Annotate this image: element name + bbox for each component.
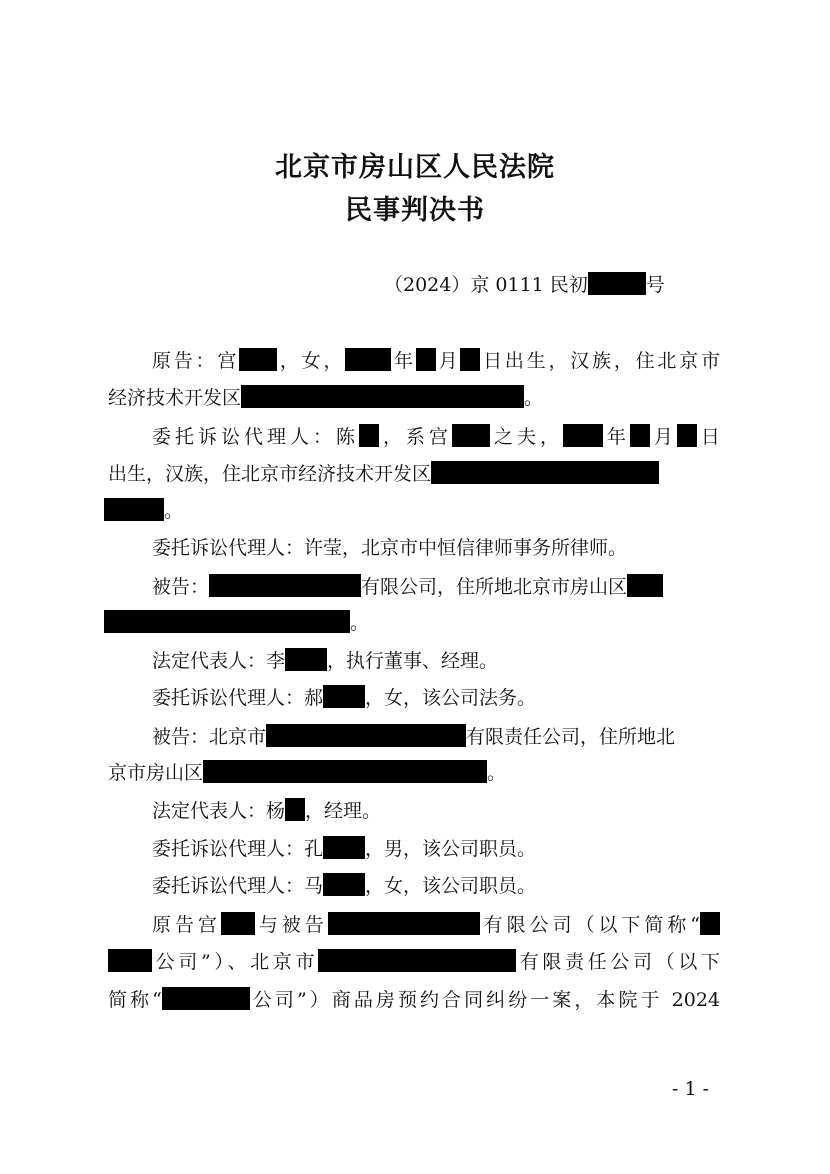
text-line: 出生，汉族，住北京市经济技术开发区 <box>108 461 659 487</box>
redaction <box>285 648 327 671</box>
case-number-prefix: （2024）京 0111 民初 <box>384 274 588 296</box>
redaction <box>416 348 436 371</box>
text-line: 。 <box>104 498 183 524</box>
redaction <box>221 912 255 935</box>
page-number: - 1 - <box>672 1078 710 1100</box>
redaction <box>239 348 277 371</box>
redaction <box>285 798 305 821</box>
redaction <box>431 461 659 484</box>
text-line: 被告：北京市 有限责任公司，住所地北 <box>152 726 676 748</box>
text-line: 。 <box>104 610 369 636</box>
redaction <box>266 724 466 747</box>
text-line: 委托诉讼代理人：许莹，北京市中恒信律师事务所律师。 <box>152 537 628 559</box>
redaction <box>104 498 164 521</box>
redaction <box>700 912 720 935</box>
redaction <box>359 424 379 447</box>
redaction <box>452 424 490 447</box>
redaction <box>627 574 663 597</box>
text-line: 被告： 有限公司，住所地北京市房山区 <box>152 574 663 600</box>
redaction <box>104 610 350 633</box>
redaction <box>108 949 152 972</box>
text-line: 公司”）、北京市 有限责任公司（以下 <box>108 949 720 975</box>
redaction <box>323 873 365 896</box>
text-line: 法定代表人：李 ，执行董事、经理。 <box>152 650 499 672</box>
redaction <box>588 272 646 295</box>
redaction <box>203 760 487 783</box>
redaction <box>241 385 524 408</box>
text-line: 法定代表人：杨 ，经理。 <box>152 800 382 822</box>
text-line: 原告：宫 ，女， 年 月 日出生，汉族，住北京市 <box>152 350 720 372</box>
court-title: 北京市房山区人民法院 <box>275 152 555 183</box>
text-line: 委托诉讼代理人：陈 ，系宫 之夫， 年 月 日 <box>152 426 720 448</box>
text-line: 原告宫 与被告 有限公司（以下简称“ <box>152 912 720 938</box>
case-number-suffix: 号 <box>645 274 665 296</box>
redaction <box>323 836 365 859</box>
text-line: 简称“ 公司”）商品房预约合同纠纷一案，本院于 2024 <box>108 989 721 1011</box>
redaction <box>323 685 365 708</box>
redaction <box>630 424 650 447</box>
text-line: 京市房山区 。 <box>108 762 507 784</box>
redaction <box>328 912 480 935</box>
redaction <box>677 424 697 447</box>
text-line: 经济技术开发区 。 <box>108 387 544 409</box>
document-type-title: 民事判决书 <box>345 195 485 226</box>
redaction <box>460 348 480 371</box>
text-line: 委托诉讼代理人：马 ，女，该公司职员。 <box>152 875 537 897</box>
redaction <box>318 949 516 972</box>
redaction <box>345 348 391 371</box>
text-line: 委托诉讼代理人：郝 ，女，该公司法务。 <box>152 687 537 709</box>
case-number <box>384 270 665 297</box>
text-line: 委托诉讼代理人：孔 ，男，该公司职员。 <box>152 838 537 860</box>
redaction <box>209 574 361 597</box>
redaction <box>162 987 250 1010</box>
redaction <box>563 424 603 447</box>
